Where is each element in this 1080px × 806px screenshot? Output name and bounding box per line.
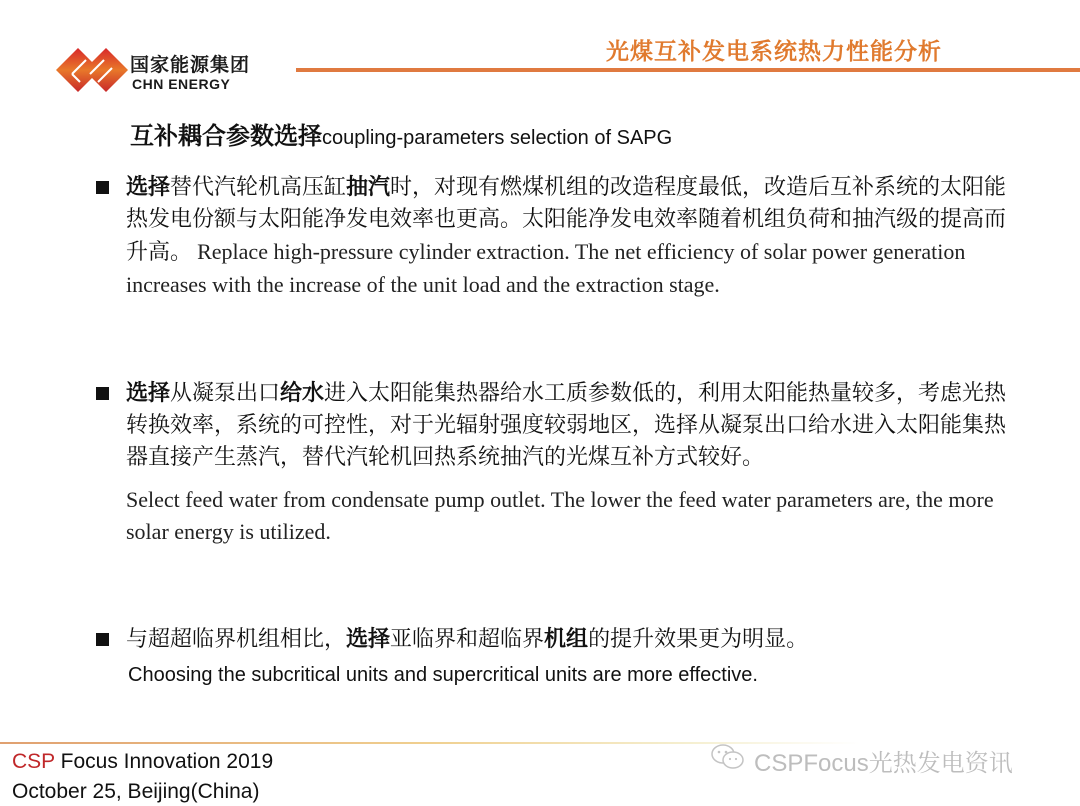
- bullet-square-icon: [96, 633, 109, 646]
- section-title-en: coupling-parameters selection of SAPG: [322, 127, 673, 149]
- header-divider: [296, 68, 1080, 72]
- footer-date-location: October 25, Beijing(China): [12, 780, 260, 803]
- text: 时，对现有燃煤机组的改造程度最低，改造后互补系统的太阳能热发电份额与太阳能净发电效率也更高。太阳能净发电效率随着机组负荷和抽汽级的提高而升高。: [126, 175, 1007, 265]
- footer-event-highlight: CSP: [12, 750, 55, 773]
- text-bold: 给水: [280, 381, 325, 406]
- bullet-item: [96, 172, 1026, 301]
- text-bold: 机组: [544, 627, 589, 652]
- slide-header-title: 光煤互补发电系统热力性能分析: [606, 39, 942, 65]
- bullet-square-icon: [96, 181, 109, 194]
- wechat-icon: [710, 742, 746, 779]
- text-bold: 选择: [346, 627, 391, 652]
- text: 从凝泵出口: [170, 381, 281, 406]
- logo-company-name-cn: 国家能源集团: [130, 54, 251, 76]
- bullet-square-icon: [96, 387, 109, 400]
- text: 与超超临界机组相比，: [126, 627, 347, 652]
- text: 亚临界和超临界: [390, 627, 545, 652]
- text-bold: 选择: [126, 175, 171, 200]
- bullet-text-en: Replace high-pressure cylinder extraction. The net efficiency of solar power generation increases with the increase of the unit load and the extraction stage.: [126, 239, 966, 297]
- logo-company-name-en: CHN ENERGY: [132, 76, 231, 92]
- footer-event-name: Focus Innovation 2019: [54, 750, 274, 773]
- bullet-text-en: Choosing the subcritical units and supercritical units are more effective.: [128, 664, 758, 686]
- text: 的提升效果更为明显。: [588, 627, 809, 652]
- text: 替代汽轮机高压缸: [170, 175, 347, 200]
- footer-event: [12, 750, 273, 774]
- text-bold: 抽汽: [346, 175, 391, 200]
- watermark: [710, 742, 1013, 779]
- bullet-item: [96, 624, 1026, 690]
- bullet-text-cn: [126, 378, 1026, 474]
- section-title: [130, 116, 672, 151]
- chn-energy-logo-icon: [52, 40, 132, 100]
- bullet-item: [96, 378, 1026, 548]
- bullet-text-en: Select feed water from condensate pump outlet. The lower the feed water parameters are, the more solar energy is utilized.: [126, 487, 994, 544]
- section-title-cn: 互补耦合参数选择: [130, 122, 322, 150]
- text: 进入太阳能集热器给水工质参数低的，利用太阳能热量较多，考虑光热转换效率，系统的可控性，对于光辐射强度较弱地区，选择从凝泵出口给水进入太阳能集热器直接产生蒸汽，替代汽轮机回热系统抽汽的光煤互补方式较好。: [126, 381, 1007, 470]
- text-bold: 选择: [126, 381, 171, 406]
- bullet-text-cn: [126, 624, 1026, 656]
- watermark-text: CSPFocus光热发电资讯: [754, 750, 1013, 777]
